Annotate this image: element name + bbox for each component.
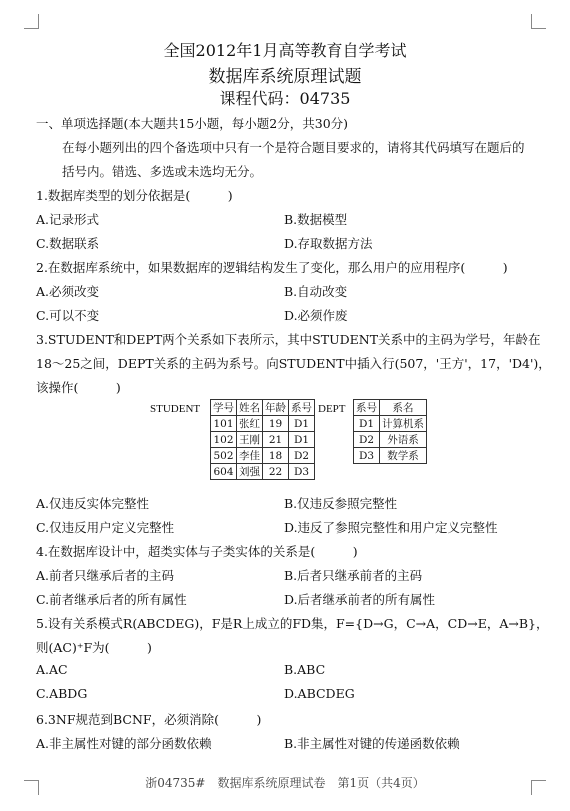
table-row (354, 416, 427, 432)
table-cell: 王刚 (237, 432, 263, 448)
q1-option-a: A.记录形式 (36, 212, 100, 227)
question-6: 6.3NF规范到BCNF，必须消除( ) (36, 712, 262, 727)
table-header-cell: 学号 (211, 400, 237, 416)
table-cell: 102 (211, 432, 237, 448)
table-header-cell: 系名 (380, 400, 427, 416)
table-header-cell: 系号 (354, 400, 380, 416)
instructions-line-1: 在每小题列出的四个备选项中只有一个是符合题目要求的，请将其代码填写在题后的 (62, 140, 525, 155)
question-2: 2.在数据库系统中，如果数据库的逻辑结构发生了变化，那么用户的应用程序( ) (36, 260, 508, 275)
q1-option-d: D.存取数据方法 (284, 236, 373, 251)
table-cell: 101 (211, 416, 237, 432)
q6-option-b: B.非主属性对键的传递函数依赖 (284, 736, 460, 751)
q4-option-d: D.后者继承前者的所有属性 (284, 592, 436, 607)
q5-option-b: B.ABC (284, 662, 326, 677)
table-cell: 19 (263, 416, 289, 432)
table-row (354, 448, 427, 464)
question-5-line-1: 5.设有关系模式R(ABCDEG)，F是R上成立的FD集，F={D→G，C→A，CD→E，A→B}， (36, 616, 549, 631)
question-5-line-2: 则(AC)⁺F为( ) (36, 640, 152, 655)
table-header-cell: 姓名 (237, 400, 263, 416)
table-cell: 数学系 (380, 448, 427, 464)
section-title: 一、单项选择题(本大题共15小题，每小题2分，共30分) (36, 116, 349, 131)
question-3-line-1: 3.STUDENT和DEPT两个关系如下表所示，其中STUDENT关系中的主码为学号，年龄在 (36, 332, 541, 347)
student-table-label: STUDENT (150, 403, 201, 415)
q2-option-c: C.可以不变 (36, 308, 100, 323)
q4-option-b: B.后者只继承前者的主码 (284, 568, 423, 583)
q5-option-a: A.AC (36, 662, 68, 677)
table-cell: D2 (354, 432, 380, 448)
table-cell: D1 (289, 432, 315, 448)
q2-option-d: D.必须作废 (284, 308, 348, 323)
q5-option-c: C.ABDG (36, 686, 88, 701)
table-cell: 李佳 (237, 448, 263, 464)
table-cell: 21 (263, 432, 289, 448)
q3-option-b: B.仅违反参照完整性 (284, 496, 398, 511)
instructions-line-2: 括号内。错选、多选或未选均无分。 (62, 164, 263, 179)
table-header-row (211, 400, 315, 416)
table-cell: D1 (289, 416, 315, 432)
dept-table (353, 399, 427, 464)
q4-option-c: C.前者继承后者的所有属性 (36, 592, 187, 607)
table-row (211, 432, 315, 448)
q1-option-c: C.数据联系 (36, 236, 100, 251)
student-table (210, 399, 315, 480)
q4-option-a: A.前者只继承后者的主码 (36, 568, 175, 583)
table-cell: 502 (211, 448, 237, 464)
table-row (211, 416, 315, 432)
table-cell: D2 (289, 448, 315, 464)
table-cell: 张红 (237, 416, 263, 432)
question-3-line-3: 该操作( ) (36, 380, 121, 395)
table-row (211, 464, 315, 480)
q6-option-a: A.非主属性对键的部分函数依赖 (36, 736, 212, 751)
table-header-cell: 系号 (289, 400, 315, 416)
table-cell: D3 (289, 464, 315, 480)
table-cell: 18 (263, 448, 289, 464)
q5-option-d: D.ABCDEG (284, 686, 355, 701)
table-cell: 22 (263, 464, 289, 480)
table-cell: 计算机系 (380, 416, 427, 432)
q3-option-c: C.仅违反用户定义完整性 (36, 520, 175, 535)
table-cell: 外语系 (380, 432, 427, 448)
course-code: 课程代码：04735 (219, 89, 351, 108)
q2-option-b: B.自动改变 (284, 284, 348, 299)
q3-option-a: A.仅违反实体完整性 (36, 496, 150, 511)
table-cell: 604 (211, 464, 237, 480)
q2-option-a: A.必须改变 (36, 284, 100, 299)
page-footer: 浙04735# 数据库系统原理试卷 第1页（共4页） (145, 776, 425, 790)
table-cell: 刘强 (237, 464, 263, 480)
table-cell: D3 (354, 448, 380, 464)
question-4: 4.在数据库设计中，超类实体与子类实体的关系是( ) (36, 544, 358, 559)
subject-title: 数据库系统原理试题 (208, 67, 362, 87)
q3-option-d: D.违反了参照完整性和用户定义完整性 (284, 520, 498, 535)
dept-table-label: DEPT (318, 403, 346, 415)
question-1: 1.数据库类型的划分依据是( ) (36, 188, 233, 203)
table-row (211, 448, 315, 464)
table-header-row (354, 400, 427, 416)
exam-title: 全国2012年1月高等教育自学考试 (163, 41, 407, 60)
table-cell: D1 (354, 416, 380, 432)
table-row (354, 432, 427, 448)
q1-option-b: B.数据模型 (284, 212, 348, 227)
crop-mark-top-left (24, 14, 39, 29)
table-header-cell: 年龄 (263, 400, 289, 416)
question-3-line-2: 18～25之间，DEPT关系的主码为系号。向STUDENT中插入行(507，'王方'，17，'D4')， (36, 356, 551, 371)
crop-mark-top-right (531, 14, 546, 29)
